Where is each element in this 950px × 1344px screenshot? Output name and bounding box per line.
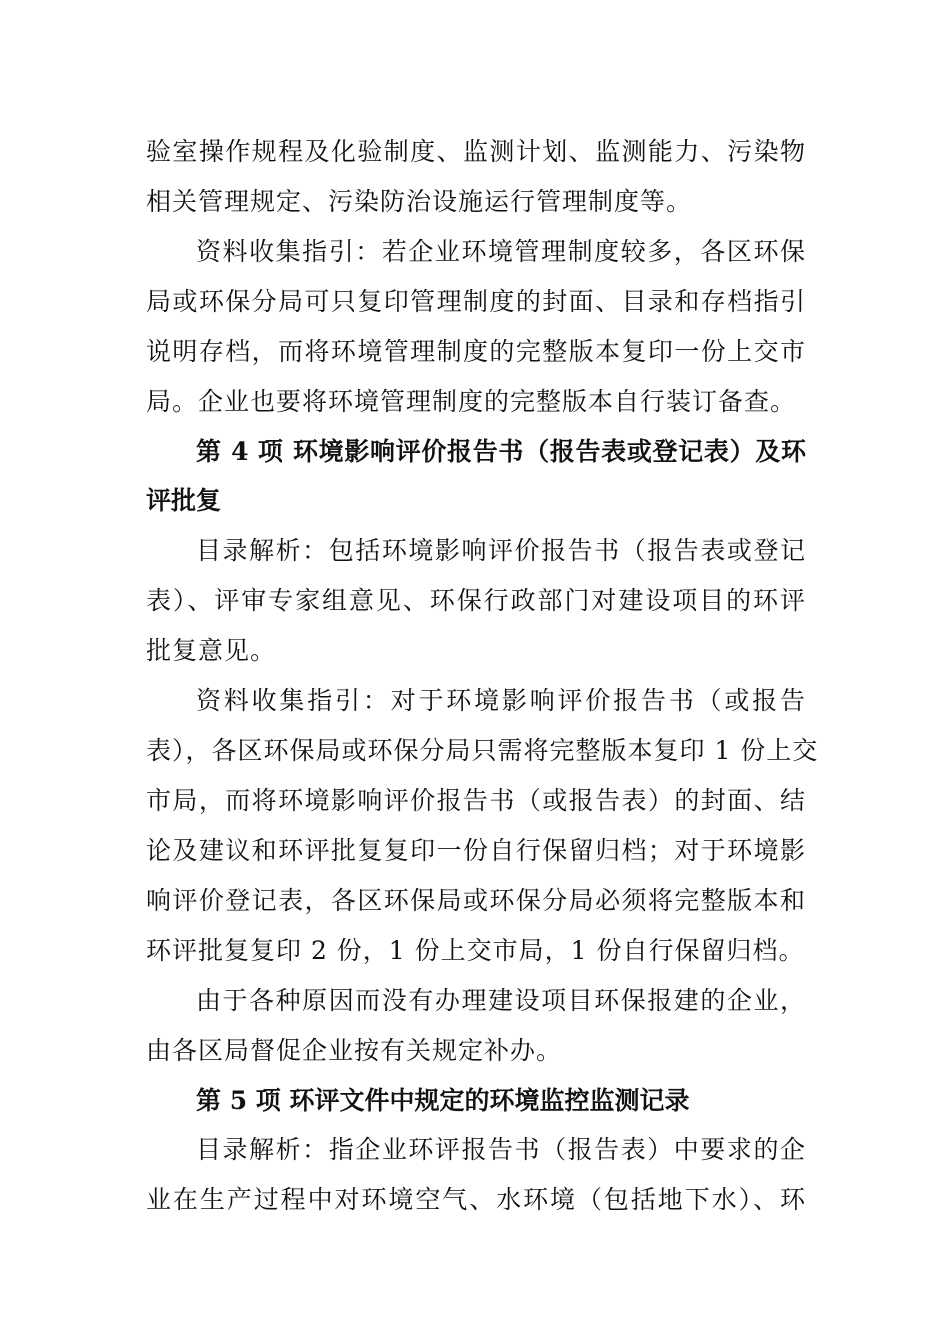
section-heading-4: 第 4 项 环境影响评价报告书（报告表或登记表）及环: [196, 437, 806, 466]
text-line: 表）、评审专家组意见、环保行政部门对建设项目的环评: [146, 586, 806, 615]
text-line: 市局，而将环境影响评价报告书（或报告表）的封面、结: [146, 786, 806, 815]
paragraph-start-line: 目录解析：指企业环评报告书（报告表）中要求的企: [196, 1135, 806, 1164]
section-heading-4-cont: 评批复: [146, 486, 222, 515]
text-line: 局或环保分局可只复印管理制度的封面、目录和存档指引: [146, 287, 806, 316]
paragraph-start-line: 目录解析：包括环境影响评价报告书（报告表或登记: [196, 536, 806, 565]
text-line: 验室操作规程及化验制度、监测计划、监测能力、污染物: [146, 137, 806, 166]
text-line: 响评价登记表，各区环保局或环保分局必须将完整版本和: [146, 886, 806, 915]
text-line: 局。企业也要将环境管理制度的完整版本自行装订备查。: [146, 387, 797, 416]
text-line: 说明存档，而将环境管理制度的完整版本复印一份上交市: [146, 337, 806, 366]
text-line: 批复意见。: [146, 636, 277, 665]
section-heading-5: 第 5 项 环评文件中规定的环境监控监测记录: [196, 1086, 690, 1115]
text-line: 业在生产过程中对环境空气、水环境（包括地下水）、环: [146, 1185, 806, 1214]
paragraph-start-line: 由于各种原因而没有办理建设项目环保报建的企业，: [196, 986, 806, 1015]
text-line: 由各区局督促企业按有关规定补办。: [146, 1036, 563, 1065]
text-line: 论及建议和环评批复复印一份自行保留归档；对于环境影: [146, 836, 806, 865]
paragraph-start-line: 资料收集指引：若企业环境管理制度较多，各区环保: [196, 237, 806, 266]
text-line: 表），各区环保局或环保分局只需将完整版本复印 1 份上交: [146, 736, 819, 765]
text-line: 环评批复复印 2 份，1 份上交市局，1 份自行保留归档。: [146, 936, 805, 965]
text-line: 相关管理规定、污染防治设施运行管理制度等。: [146, 187, 693, 216]
paragraph-start-line: 资料收集指引：对于环境影响评价报告书（或报告: [196, 686, 806, 715]
